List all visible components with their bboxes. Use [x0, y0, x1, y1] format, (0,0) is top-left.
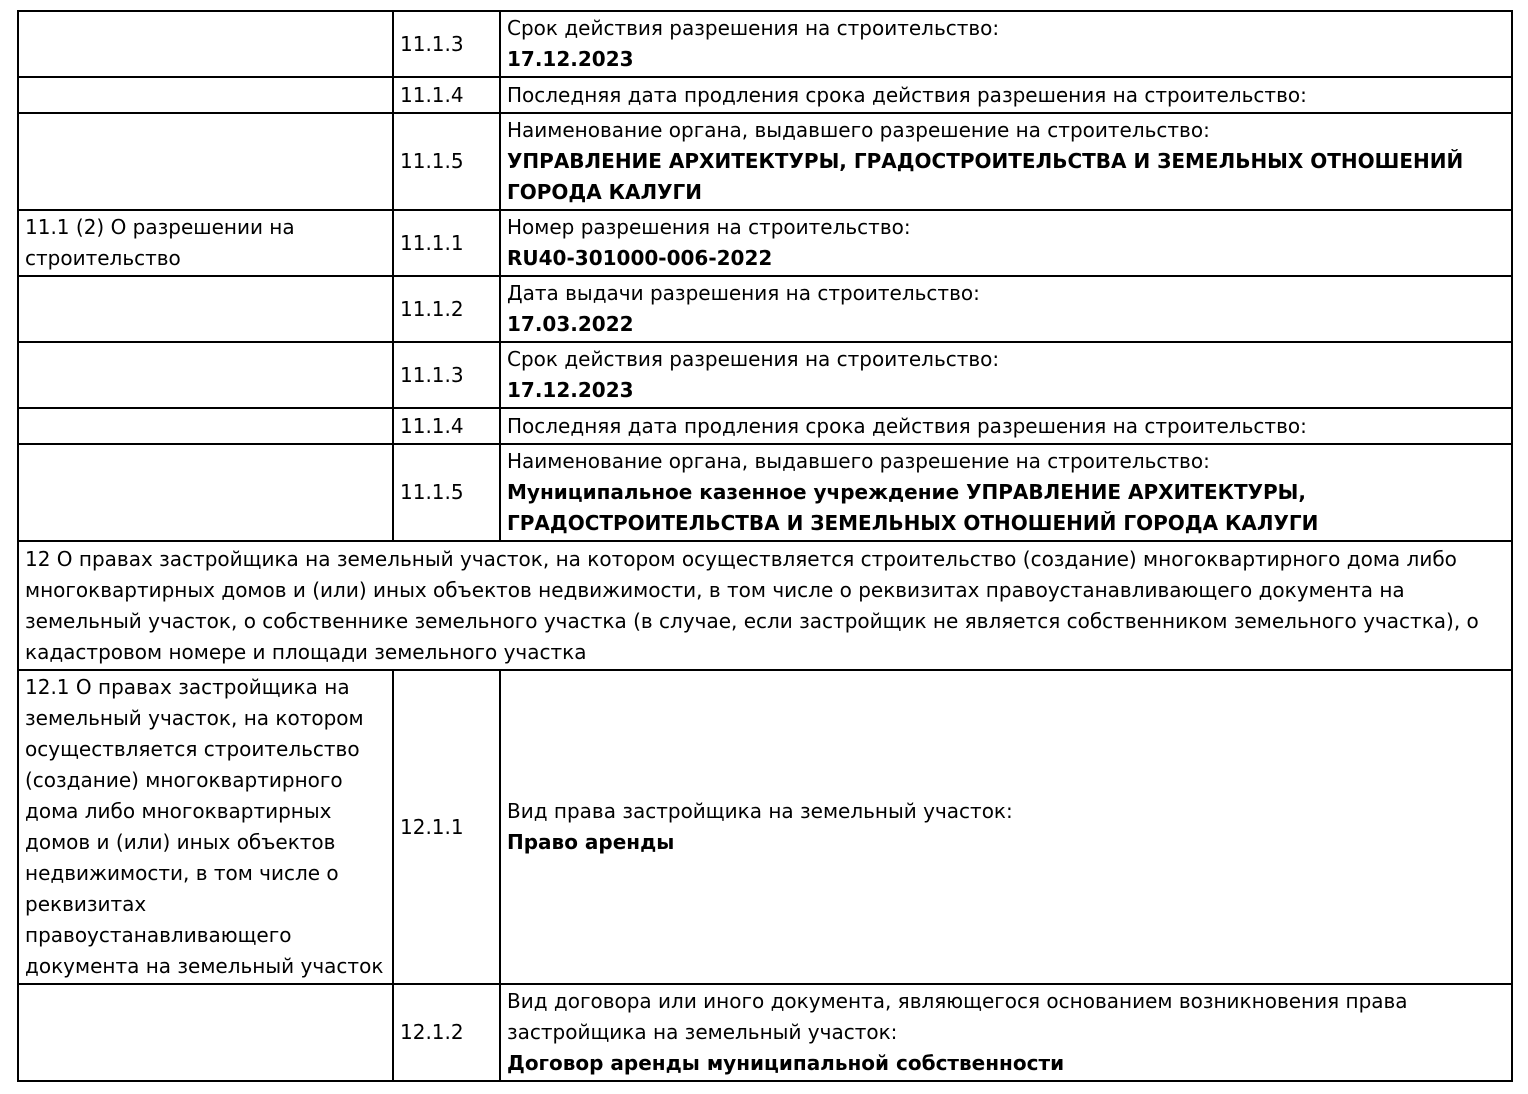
item-content: [500, 113, 1512, 210]
table-row: [18, 210, 1512, 276]
section-cell: 11.1 (2) О разрешении на строительство: [18, 210, 393, 276]
field-label: Срок действия разрешения на строительство:: [507, 347, 1000, 371]
table-row: [18, 670, 1512, 984]
table-row: [18, 984, 1512, 1081]
section-cell: [18, 276, 393, 342]
item-number: 11.1.2: [393, 276, 500, 342]
field-value: 17.12.2023: [507, 378, 634, 402]
field-value: 17.03.2022: [507, 312, 634, 336]
item-number: 11.1.3: [393, 11, 500, 77]
field-label: Наименование органа, выдавшего разрешение на строительство:: [507, 449, 1210, 473]
field-value: Договор аренды муниципальной собственности: [507, 1051, 1065, 1075]
field-label: Последняя дата продления срока действия разрешения на строительство:: [507, 413, 1307, 438]
item-content: [500, 276, 1512, 342]
section-cell: [18, 444, 393, 541]
section-cell: [18, 408, 393, 444]
section-cell: 12.1 О правах застройщика на земельный участок, на котором осуществляется строительство (создание) многоквартирного дома либо многоквартирных домов и (или) иных объектов недвижимости, в том числе о реквизитах правоустанавливающего документа на земельный участок: [18, 670, 393, 984]
table-row: [18, 11, 1512, 77]
section-12-header: 12 О правах застройщика на земельный участок, на котором осуществляется строительство (создание) многоквартирного дома либо многоквартирных домов и (или) иных объектов недвижимости, в том числе о реквизитах правоустанавливающего документа на земельный участок, о собственнике земельного участка (в случае, если застройщик не является собственником земельного участка), о кадастровом номере и площади земельного участка: [18, 541, 1512, 670]
item-number: 11.1.5: [393, 444, 500, 541]
item-number: 12.1.1: [393, 670, 500, 984]
item-number: 11.1.3: [393, 342, 500, 408]
item-number: 11.1.4: [393, 408, 500, 444]
table-row: [18, 444, 1512, 541]
item-number: 11.1.1: [393, 210, 500, 276]
section-cell: [18, 11, 393, 77]
section-header-row: [18, 541, 1512, 670]
field-label: Последняя дата продления срока действия разрешения на строительство:: [507, 82, 1307, 107]
table-row: [18, 113, 1512, 210]
item-number: 11.1.4: [393, 77, 500, 113]
field-value: 17.12.2023: [507, 47, 634, 71]
field-label: Номер разрешения на строительство:: [507, 215, 911, 239]
declaration-table: [17, 10, 1513, 1082]
item-content: [500, 444, 1512, 541]
field-label: Дата выдачи разрешения на строительство:: [507, 281, 980, 305]
field-label: Срок действия разрешения на строительство:: [507, 16, 1000, 40]
table-row: [18, 77, 1512, 113]
table-row: [18, 408, 1512, 444]
field-value: УПРАВЛЕНИЕ АРХИТЕКТУРЫ, ГРАДОСТРОИТЕЛЬСТВА И ЗЕМЕЛЬНЫХ ОТНОШЕНИЙ ГОРОДА КАЛУГИ: [507, 149, 1464, 204]
item-content: [500, 210, 1512, 276]
item-content: [500, 11, 1512, 77]
item-content: [500, 984, 1512, 1081]
field-label: Наименование органа, выдавшего разрешение на строительство:: [507, 118, 1210, 142]
item-number: 11.1.5: [393, 113, 500, 210]
item-number: 12.1.2: [393, 984, 500, 1081]
field-value: Право аренды: [507, 830, 675, 854]
item-content: [500, 670, 1512, 984]
field-label: Вид права застройщика на земельный участок:: [507, 799, 1013, 823]
section-cell: [18, 342, 393, 408]
item-content: [500, 408, 1512, 444]
section-cell: [18, 984, 393, 1081]
section-cell: [18, 77, 393, 113]
item-content: [500, 77, 1512, 113]
field-value: Муниципальное казенное учреждение УПРАВЛЕНИЕ АРХИТЕКТУРЫ, ГРАДОСТРОИТЕЛЬСТВА И ЗЕМЕЛЬНЫХ ОТНОШЕНИЙ ГОРОДА КАЛУГИ: [507, 480, 1319, 535]
field-label: Вид договора или иного документа, являющегося основанием возникновения права застройщика на земельный участок:: [507, 989, 1408, 1044]
item-content: [500, 342, 1512, 408]
table-row: [18, 342, 1512, 408]
table-row: [18, 276, 1512, 342]
section-cell: [18, 113, 393, 210]
field-value: RU40-301000-006-2022: [507, 246, 773, 270]
